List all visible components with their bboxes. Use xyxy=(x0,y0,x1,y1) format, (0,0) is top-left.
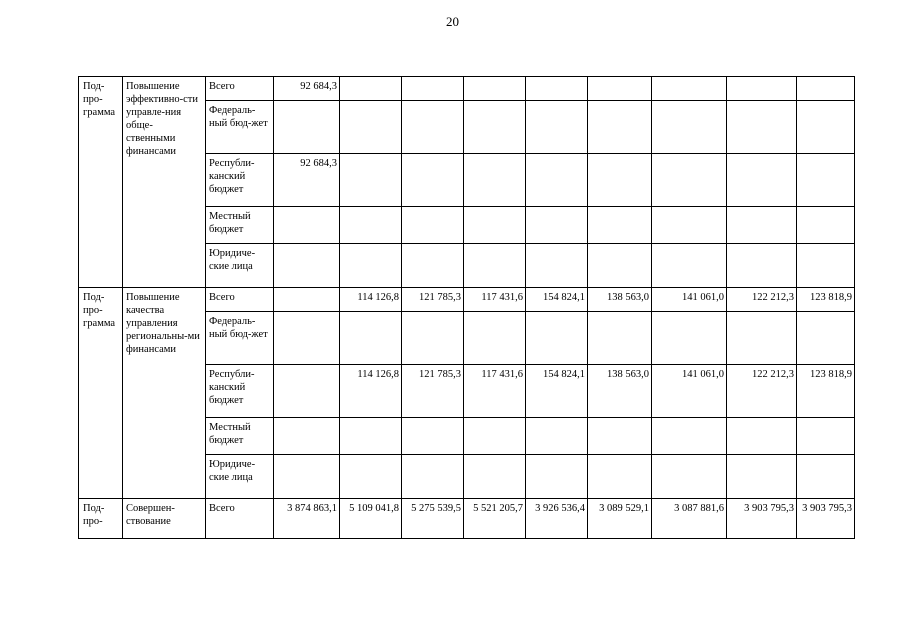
value-cell xyxy=(727,244,797,288)
value-cell xyxy=(526,154,588,207)
funding-source-cell: Местный бюджет xyxy=(206,207,274,244)
value-cell: 3 087 881,6 xyxy=(652,499,727,539)
value-cell: 122 212,3 xyxy=(727,288,797,312)
value-cell xyxy=(340,455,402,499)
value-cell xyxy=(526,312,588,365)
value-cell xyxy=(464,154,526,207)
value-cell: 114 126,8 xyxy=(340,365,402,418)
value-cell xyxy=(464,455,526,499)
value-cell xyxy=(727,418,797,455)
value-cell xyxy=(588,244,652,288)
value-cell xyxy=(797,101,855,154)
program-type-cell: Под-про-грамма xyxy=(79,288,123,499)
value-cell: 5 109 041,8 xyxy=(340,499,402,539)
value-cell xyxy=(464,101,526,154)
value-cell xyxy=(797,244,855,288)
value-cell xyxy=(402,77,464,101)
value-cell xyxy=(797,77,855,101)
value-cell xyxy=(652,77,727,101)
value-cell xyxy=(402,244,464,288)
value-cell xyxy=(464,312,526,365)
value-cell xyxy=(588,77,652,101)
value-cell: 154 824,1 xyxy=(526,365,588,418)
value-cell xyxy=(274,288,340,312)
value-cell xyxy=(464,418,526,455)
page-number: 20 xyxy=(446,14,459,29)
value-cell: 123 818,9 xyxy=(797,288,855,312)
value-cell xyxy=(274,312,340,365)
value-cell xyxy=(402,154,464,207)
value-cell xyxy=(727,77,797,101)
program-type-cell: Под-про- xyxy=(79,499,123,539)
value-cell: 138 563,0 xyxy=(588,288,652,312)
value-cell xyxy=(340,207,402,244)
value-cell xyxy=(526,101,588,154)
value-cell xyxy=(727,101,797,154)
value-cell xyxy=(274,207,340,244)
value-cell: 121 785,3 xyxy=(402,288,464,312)
funding-source-cell: Республи-канский бюджет xyxy=(206,365,274,418)
funding-source-cell: Федераль-ный бюд-жет xyxy=(206,312,274,365)
value-cell xyxy=(464,244,526,288)
value-cell xyxy=(727,312,797,365)
value-cell xyxy=(274,244,340,288)
value-cell xyxy=(274,101,340,154)
budget-table xyxy=(78,76,855,539)
value-cell xyxy=(340,101,402,154)
value-cell xyxy=(652,418,727,455)
value-cell xyxy=(588,154,652,207)
value-cell xyxy=(402,101,464,154)
funding-source-cell: Федераль-ный бюд-жет xyxy=(206,101,274,154)
value-cell xyxy=(652,101,727,154)
program-type-cell: Под-про-грамма xyxy=(79,77,123,288)
value-cell xyxy=(727,154,797,207)
value-cell: 141 061,0 xyxy=(652,288,727,312)
value-cell xyxy=(588,101,652,154)
funding-source-cell: Местный бюджет xyxy=(206,418,274,455)
program-name-cell: Повышение качества управления региональны-ми финансами xyxy=(123,288,206,499)
value-cell xyxy=(274,365,340,418)
value-cell xyxy=(274,455,340,499)
value-cell xyxy=(526,455,588,499)
value-cell xyxy=(588,418,652,455)
value-cell xyxy=(526,418,588,455)
value-cell xyxy=(588,207,652,244)
value-cell xyxy=(402,312,464,365)
value-cell xyxy=(588,312,652,365)
value-cell xyxy=(652,154,727,207)
value-cell: 3 874 863,1 xyxy=(274,499,340,539)
program-name-cell: Повышение эффективно-сти управле-ния обще-ственными финансами xyxy=(123,77,206,288)
value-cell xyxy=(526,77,588,101)
value-cell xyxy=(340,154,402,207)
value-cell xyxy=(652,244,727,288)
value-cell xyxy=(340,312,402,365)
value-cell xyxy=(652,312,727,365)
value-cell xyxy=(652,455,727,499)
value-cell: 122 212,3 xyxy=(727,365,797,418)
value-cell xyxy=(797,312,855,365)
value-cell: 92 684,3 xyxy=(274,77,340,101)
table-row xyxy=(79,288,855,312)
value-cell: 114 126,8 xyxy=(340,288,402,312)
value-cell: 3 903 795,3 xyxy=(727,499,797,539)
value-cell: 117 431,6 xyxy=(464,288,526,312)
value-cell xyxy=(526,244,588,288)
value-cell xyxy=(340,244,402,288)
value-cell xyxy=(402,207,464,244)
value-cell: 138 563,0 xyxy=(588,365,652,418)
table-row xyxy=(79,499,855,539)
value-cell xyxy=(464,207,526,244)
value-cell: 141 061,0 xyxy=(652,365,727,418)
value-cell: 5 521 205,7 xyxy=(464,499,526,539)
value-cell xyxy=(588,455,652,499)
value-cell xyxy=(652,207,727,244)
value-cell: 5 275 539,5 xyxy=(402,499,464,539)
value-cell xyxy=(727,207,797,244)
program-name-cell: Совершен-ствование xyxy=(123,499,206,539)
value-cell: 3 926 536,4 xyxy=(526,499,588,539)
value-cell xyxy=(797,207,855,244)
value-cell xyxy=(464,77,526,101)
value-cell xyxy=(797,154,855,207)
value-cell xyxy=(340,77,402,101)
value-cell: 123 818,9 xyxy=(797,365,855,418)
value-cell xyxy=(402,455,464,499)
value-cell: 3 089 529,1 xyxy=(588,499,652,539)
value-cell: 3 903 795,3 xyxy=(797,499,855,539)
value-cell xyxy=(797,455,855,499)
value-cell: 117 431,6 xyxy=(464,365,526,418)
funding-source-cell: Республи-канский бюджет xyxy=(206,154,274,207)
value-cell: 121 785,3 xyxy=(402,365,464,418)
value-cell xyxy=(727,455,797,499)
value-cell xyxy=(274,418,340,455)
funding-source-cell: Всего xyxy=(206,499,274,539)
value-cell xyxy=(402,418,464,455)
funding-source-cell: Юридиче-ские лица xyxy=(206,244,274,288)
value-cell: 92 684,3 xyxy=(274,154,340,207)
funding-source-cell: Всего xyxy=(206,288,274,312)
funding-source-cell: Всего xyxy=(206,77,274,101)
value-cell xyxy=(797,418,855,455)
value-cell xyxy=(340,418,402,455)
value-cell: 154 824,1 xyxy=(526,288,588,312)
funding-source-cell: Юридиче-ские лица xyxy=(206,455,274,499)
value-cell xyxy=(526,207,588,244)
table-row xyxy=(79,77,855,101)
